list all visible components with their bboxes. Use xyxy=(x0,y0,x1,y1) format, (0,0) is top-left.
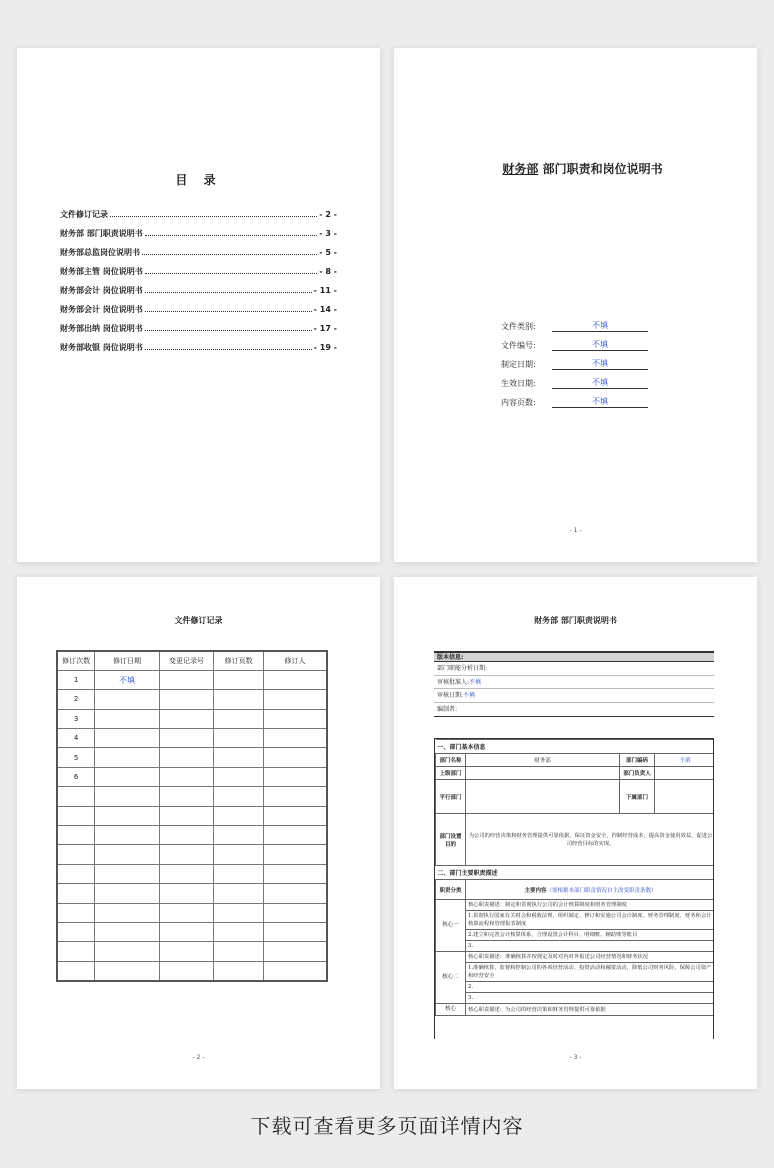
cover-field-label: 文件编号: xyxy=(501,341,536,350)
toc-entry xyxy=(60,304,337,323)
cover-field-label: 文件类别: xyxy=(501,322,536,331)
revision-cell xyxy=(263,690,327,709)
version-info-label: 部门职能分析日期: xyxy=(437,665,488,672)
revision-cell xyxy=(263,767,327,786)
cover-field-label: 生效日期: xyxy=(501,379,536,388)
table-row xyxy=(57,922,327,941)
footer-caption: 下载可查看更多页面详情内容 xyxy=(250,1114,524,1138)
version-info-value: 不填 xyxy=(469,678,482,686)
toc-entry-label: 财务部主管 岗位说明书 xyxy=(60,267,143,276)
dept-name-value: 财务部 xyxy=(466,754,620,767)
toc-entry-label: 财务部收银 岗位说明书 xyxy=(60,343,143,352)
revision-cell xyxy=(95,864,160,883)
revision-cell xyxy=(263,748,327,767)
dept-name-label: 部门名称 xyxy=(436,754,466,767)
revision-cell xyxy=(159,690,214,709)
toc-entry-label: 财务部会计 岗位说明书 xyxy=(60,305,143,314)
version-info-label: 审核日期: xyxy=(437,692,464,700)
toc-leader xyxy=(145,292,312,293)
table-row xyxy=(57,767,327,786)
cover-field-value: 不填 xyxy=(552,396,648,408)
revision-cell xyxy=(214,845,264,864)
cover-page xyxy=(394,48,757,562)
core-2-row: 3. xyxy=(466,993,715,1004)
revision-cell: 2 xyxy=(57,690,95,709)
revision-cell xyxy=(214,690,264,709)
page-number: - 2 - xyxy=(192,1054,205,1061)
toc-entry-page: - 11 - xyxy=(313,286,337,295)
cover-field xyxy=(501,389,648,408)
revision-title: 文件修订记录 xyxy=(174,616,223,625)
table-row xyxy=(57,806,327,825)
core-1-row: 2.建立和完善会计核算体系，合理设置会计科目、明细账、辅助账等账目 xyxy=(466,930,715,941)
revision-cell xyxy=(159,729,214,748)
cover-field-label: 内容页数: xyxy=(501,398,536,407)
parent-dept-value xyxy=(466,767,620,780)
main-content-label: 主要内容 xyxy=(524,887,547,894)
revision-cell xyxy=(57,864,95,883)
revision-cell xyxy=(214,748,264,767)
revision-header-cell: 变更记录号 xyxy=(159,651,214,670)
version-info-label: 编制者: xyxy=(437,705,458,713)
revision-cell xyxy=(214,942,264,961)
dept-head-label: 部门负责人 xyxy=(620,767,655,780)
core-3-label: 核心 xyxy=(436,1004,466,1016)
revision-cell xyxy=(95,826,160,845)
revision-cell xyxy=(263,670,327,689)
toc-entry-label: 财务部出纳 岗位说明书 xyxy=(60,324,143,333)
revision-cell xyxy=(95,709,160,728)
revision-cell xyxy=(263,864,327,883)
revision-cell xyxy=(159,961,214,980)
revision-cell xyxy=(214,709,264,728)
revision-cell xyxy=(95,942,160,961)
toc-entry xyxy=(60,266,337,285)
revision-cell xyxy=(214,903,264,922)
toc-entry-label: 财务部 部门职责说明书 xyxy=(60,229,143,238)
revision-cell xyxy=(263,884,327,903)
revision-cell xyxy=(159,670,214,689)
revision-cell xyxy=(263,922,327,941)
dept-page xyxy=(394,577,757,1089)
revision-header-row xyxy=(57,651,327,670)
revision-cell xyxy=(159,903,214,922)
revision-cell xyxy=(95,748,160,767)
cover-field-value: 不填 xyxy=(552,377,648,389)
revision-cell xyxy=(263,826,327,845)
table-row xyxy=(57,864,327,883)
revision-cell xyxy=(214,806,264,825)
toc-entry xyxy=(60,285,337,304)
table-row xyxy=(57,942,327,961)
toc-entry-page: - 3 - xyxy=(319,229,337,238)
core-1-row: 核心职责描述：制定和贯彻执行公司的会计核算制度和财务管理制度 xyxy=(466,900,715,911)
revision-cell xyxy=(263,787,327,806)
revision-cell xyxy=(159,709,214,728)
revision-cell xyxy=(159,806,214,825)
core-2-row: 1.准确核算、监督和控制公司的各项经营活动、投资活动和融资活动，降低公司财务风险，保障公司资产和经营安全 xyxy=(466,963,715,982)
revision-cell xyxy=(214,884,264,903)
revision-cell xyxy=(95,690,160,709)
cover-field xyxy=(501,313,648,332)
toc-entry-page: - 17 - xyxy=(313,324,337,333)
toc-entry-page: - 5 - xyxy=(319,248,337,257)
table-row xyxy=(57,709,327,728)
dept-head-value xyxy=(655,767,715,780)
revision-cell xyxy=(214,826,264,845)
cover-field-value: 不填 xyxy=(552,358,648,370)
table-row xyxy=(57,961,327,980)
version-info-header: 版本信息: xyxy=(434,651,714,662)
revision-cell xyxy=(159,767,214,786)
revision-cell xyxy=(263,845,327,864)
cover-field xyxy=(501,351,648,370)
revision-cell xyxy=(214,767,264,786)
parent-dept-label: 上级部门 xyxy=(436,767,466,780)
core-2-row: 核心职责描述：准确核算并按规定及时对内对外报送公司经营情况和财务状况 xyxy=(466,952,715,963)
revision-cell xyxy=(214,922,264,941)
version-info-row xyxy=(434,689,714,703)
toc-leader xyxy=(142,254,317,255)
revision-cell xyxy=(57,845,95,864)
toc-entry xyxy=(60,209,337,228)
toc-entry-page: - 2 - xyxy=(319,210,337,219)
revision-cell xyxy=(159,845,214,864)
toc-entry xyxy=(60,342,337,361)
sub-dept-label: 下属部门 xyxy=(620,780,655,814)
dept-code-label: 部门编码 xyxy=(620,754,655,767)
dept-info-table xyxy=(434,738,714,1039)
toc-title: 目 录 xyxy=(175,173,222,187)
dept-code-value: 不填 xyxy=(655,754,715,767)
core-3-row: 核心职责描述：为公司的经营决策和财务管理提供可靠依据 xyxy=(466,1004,715,1016)
table-row xyxy=(57,729,327,748)
toc-list xyxy=(60,209,337,361)
cover-title-dept: 财务部 xyxy=(502,162,539,176)
page-number: - 1 - xyxy=(569,527,582,534)
version-info-row xyxy=(434,703,714,717)
table-row xyxy=(57,670,327,689)
version-info xyxy=(434,651,714,717)
revision-cell xyxy=(95,922,160,941)
revision-header-cell: 修订人 xyxy=(263,651,327,670)
main-content-header xyxy=(466,880,715,900)
revision-cell xyxy=(57,806,95,825)
toc-entry-label: 财务部会计 岗位说明书 xyxy=(60,286,143,295)
revision-cell xyxy=(214,787,264,806)
toc-leader xyxy=(110,216,317,217)
section-basic-info: 一、部门基本信息 xyxy=(436,740,715,754)
cover-title-rest: 部门职责和岗位说明书 xyxy=(538,162,663,176)
table-row xyxy=(57,845,327,864)
toc-entry-page: - 14 - xyxy=(313,305,337,314)
core-2-row: 2. xyxy=(466,982,715,993)
cover-field-label: 制定日期: xyxy=(501,360,536,369)
toc-leader xyxy=(145,311,312,312)
table-row xyxy=(57,884,327,903)
revision-cell: 6 xyxy=(57,767,95,786)
revision-cell xyxy=(95,806,160,825)
version-info-label: 审核批准人: xyxy=(437,678,470,686)
revision-cell xyxy=(159,787,214,806)
cover-field-value: 不填 xyxy=(552,320,648,332)
revision-cell xyxy=(57,787,95,806)
revision-cell xyxy=(214,961,264,980)
toc-entry xyxy=(60,247,337,266)
revision-cell xyxy=(95,903,160,922)
revision-cell xyxy=(95,729,160,748)
cover-title xyxy=(394,160,757,177)
revision-cell xyxy=(263,903,327,922)
revision-header-cell: 修订日期 xyxy=(95,651,160,670)
toc-leader xyxy=(145,235,317,236)
cover-field-value: 不填 xyxy=(552,339,648,351)
core-1-row: 1.贯彻执行国家有关财会和税收法规，组织制定、修订和实施公司会计制度、财务管理制度、财务和会计核算流程和管理报表制度 xyxy=(466,911,715,930)
purpose-value: 为公司的经营决策和财务管理提供可靠依据，保证资金安全，控制经营成本，提高资金使用效益，促进公司经营目标的实现。 xyxy=(466,814,715,866)
revision-cell xyxy=(159,884,214,903)
revision-cell: 3 xyxy=(57,709,95,728)
revision-cell xyxy=(95,884,160,903)
revision-cell xyxy=(263,806,327,825)
table-row xyxy=(57,787,327,806)
revision-cell xyxy=(57,903,95,922)
revision-header-cell: 修订页数 xyxy=(214,651,264,670)
revision-header-cell: 修订次数 xyxy=(57,651,95,670)
revision-cell xyxy=(95,845,160,864)
revision-cell xyxy=(159,748,214,767)
revision-cell xyxy=(57,942,95,961)
toc-leader xyxy=(145,330,312,331)
revision-cell xyxy=(57,961,95,980)
revision-cell xyxy=(214,729,264,748)
cover-fields xyxy=(501,313,648,408)
revision-cell xyxy=(57,826,95,845)
table-row xyxy=(57,826,327,845)
revision-cell xyxy=(263,942,327,961)
revision-cell xyxy=(95,767,160,786)
peer-dept-value xyxy=(466,780,620,814)
revision-cell xyxy=(263,729,327,748)
revision-cell xyxy=(159,942,214,961)
revision-cell xyxy=(57,884,95,903)
toc-entry-page: - 19 - xyxy=(313,343,337,352)
revision-cell: 5 xyxy=(57,748,95,767)
core-1-row: 3. xyxy=(466,941,715,952)
core-1-label: 核心一 xyxy=(436,900,466,952)
revision-cell: 4 xyxy=(57,729,95,748)
version-info-value: 不填 xyxy=(463,692,476,700)
toc-entry-page: - 8 - xyxy=(319,267,337,276)
revision-cell xyxy=(214,670,264,689)
sub-dept-value xyxy=(655,780,715,814)
revision-page xyxy=(17,577,380,1089)
duty-category-label: 职责分类 xyxy=(436,880,466,900)
revision-cell xyxy=(159,864,214,883)
page-number: - 3 - xyxy=(569,1054,582,1061)
toc-leader xyxy=(145,273,317,274)
table-row xyxy=(57,690,327,709)
revision-cell xyxy=(159,826,214,845)
revision-cell xyxy=(95,787,160,806)
main-content-note: （需根据本部门职责情况自主改变职责条数） xyxy=(546,887,657,894)
revision-cell xyxy=(95,961,160,980)
version-info-row xyxy=(434,676,714,690)
revision-cell: 1 xyxy=(57,670,95,689)
revision-cell xyxy=(57,922,95,941)
revision-cell xyxy=(263,961,327,980)
toc-entry-label: 文件修订记录 xyxy=(60,210,108,219)
revision-cell: 不填 xyxy=(95,670,160,689)
revision-cell xyxy=(159,922,214,941)
revision-cell xyxy=(263,709,327,728)
toc-entry-label: 财务部总监岗位说明书 xyxy=(60,248,140,257)
toc-entry xyxy=(60,323,337,342)
cover-field xyxy=(501,332,648,351)
toc-leader xyxy=(145,349,312,350)
purpose-label: 部门设置目的 xyxy=(436,814,466,866)
table-row xyxy=(57,748,327,767)
toc-entry xyxy=(60,228,337,247)
revision-table xyxy=(56,650,328,982)
dept-title: 财务部 部门职责说明书 xyxy=(534,616,617,625)
section-duties: 二、部门主要职责描述 xyxy=(436,866,715,880)
table-row xyxy=(57,903,327,922)
core-2-label: 核心二 xyxy=(436,952,466,1004)
revision-cell xyxy=(214,864,264,883)
peer-dept-label: 平行部门 xyxy=(436,780,466,814)
version-info-row xyxy=(434,662,714,676)
cover-field xyxy=(501,370,648,389)
toc-page xyxy=(17,48,380,562)
